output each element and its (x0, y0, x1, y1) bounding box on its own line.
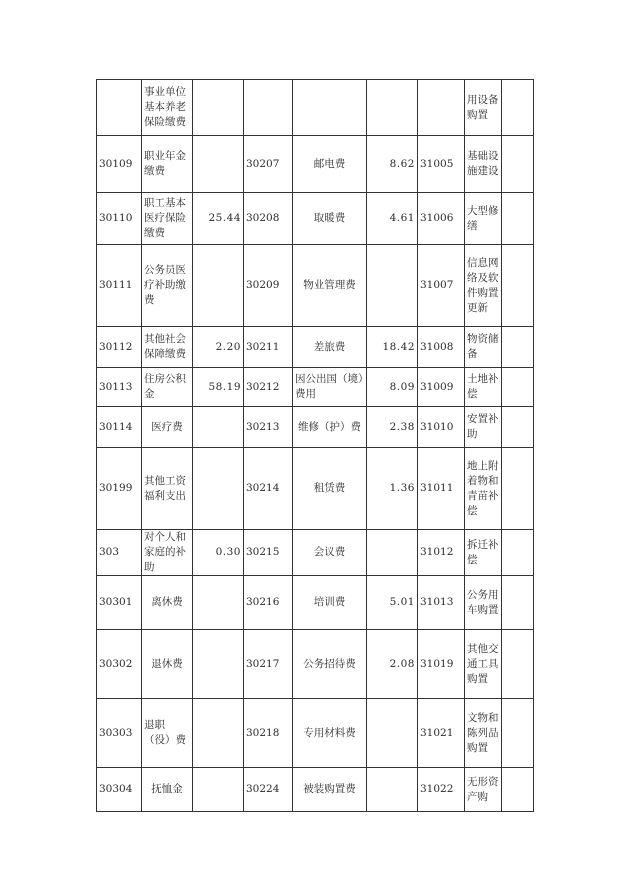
amount-cell (193, 768, 244, 812)
code-cell: 31013 (418, 576, 465, 630)
item-name-cell (142, 193, 193, 245)
item-name-cell (465, 245, 502, 327)
item-name-cell (465, 699, 502, 768)
code-cell: 30218 (244, 699, 293, 768)
amount-cell: 2.08 (367, 630, 418, 699)
item-name: 因公出国（境）费用 (295, 373, 364, 400)
item-name: 住房公积金 (144, 373, 186, 400)
item-name-cell (465, 407, 502, 448)
item-name-cell (142, 630, 193, 699)
item-name-cell (465, 193, 502, 245)
item-name: 对个人和家庭的补助 (144, 531, 186, 573)
item-name: 取暖费 (313, 212, 346, 224)
item-name: 信息网络及软件购置更新 (467, 256, 499, 314)
amount-cell (367, 80, 418, 136)
amount-cell (367, 245, 418, 327)
amount-cell (502, 245, 534, 327)
code-cell: 30301 (97, 576, 142, 630)
table-body (97, 80, 534, 812)
item-name: 其他交通工具购置 (467, 642, 499, 685)
item-name-cell (142, 448, 193, 530)
code-cell: 31007 (418, 245, 465, 327)
table-row (97, 530, 534, 576)
code-cell: 31021 (418, 699, 465, 768)
amount-cell: 0.30 (193, 530, 244, 576)
amount-cell (502, 630, 534, 699)
item-name: 大型修缮 (467, 204, 499, 232)
item-name: 差旅费 (313, 340, 346, 353)
item-name-cell (293, 576, 367, 630)
amount-cell: 25.44 (193, 193, 244, 245)
code-cell: 31005 (418, 136, 465, 193)
item-name: 事业单位基本养老保险缴费 (144, 86, 186, 128)
code-cell: 30113 (97, 368, 142, 407)
table-row (97, 407, 534, 448)
code-cell: 31010 (418, 407, 465, 448)
code-cell: 30211 (244, 327, 293, 368)
item-name-cell (293, 530, 367, 576)
item-name: 公务员医疗补助缴费 (144, 264, 186, 306)
code-cell: 303 (97, 530, 142, 576)
code-cell: 30224 (244, 768, 293, 812)
amount-cell (193, 80, 244, 136)
item-name-cell (293, 699, 367, 768)
table-row (97, 576, 534, 630)
code-cell (244, 80, 293, 136)
item-name: 职业年金缴费 (144, 150, 186, 177)
item-name: 抚恤金 (151, 783, 183, 795)
item-name: 地上附着物和青苗补偿 (467, 459, 499, 517)
item-name-cell (142, 699, 193, 768)
item-name-cell (465, 630, 502, 699)
item-name: 其他工资福利支出 (144, 474, 186, 502)
amount-cell (367, 699, 418, 768)
code-cell: 30212 (244, 368, 293, 407)
item-name-cell (465, 136, 502, 193)
amount-cell (193, 245, 244, 327)
code-cell: 31006 (418, 193, 465, 245)
item-name-cell (293, 193, 367, 245)
amount-cell: 4.61 (367, 193, 418, 245)
amount-cell: 8.62 (367, 136, 418, 193)
item-name-cell (293, 768, 367, 812)
amount-cell (367, 768, 418, 812)
item-name: 用设备购置 (467, 93, 499, 121)
code-cell: 30216 (244, 576, 293, 630)
item-name: 无形资产购 (467, 775, 499, 803)
item-name-cell (465, 368, 502, 407)
item-name-cell (293, 448, 367, 530)
item-name-cell (142, 327, 193, 368)
table-row (97, 448, 534, 530)
item-name-cell (142, 407, 193, 448)
item-name-cell (465, 80, 502, 136)
amount-cell (502, 368, 534, 407)
amount-cell (502, 193, 534, 245)
amount-cell (502, 80, 534, 136)
amount-cell: 5.01 (367, 576, 418, 630)
amount-cell: 1.36 (367, 448, 418, 530)
code-cell: 31011 (418, 448, 465, 530)
item-name-cell (142, 530, 193, 576)
table-row (97, 245, 534, 327)
item-name: 专用材料费 (303, 726, 356, 739)
table-row (97, 768, 534, 812)
code-cell: 30209 (244, 245, 293, 327)
item-name: 租赁费 (313, 482, 346, 494)
amount-cell: 2.20 (193, 327, 244, 368)
item-name: 邮电费 (313, 157, 346, 170)
item-name: 基础设施建设 (467, 150, 499, 177)
amount-cell: 58.19 (193, 368, 244, 407)
item-name: 被装购置费 (303, 783, 356, 795)
item-name: 职工基本医疗保险缴费 (144, 197, 186, 239)
amount-cell (502, 576, 534, 630)
amount-cell (502, 530, 534, 576)
item-name: 退职（役）费 (144, 719, 186, 746)
amount-cell (193, 407, 244, 448)
item-name-cell (293, 245, 367, 327)
item-name-cell (293, 80, 367, 136)
code-cell: 30110 (97, 193, 142, 245)
item-name-cell (142, 576, 193, 630)
item-name: 拆迁补偿 (467, 538, 499, 566)
code-cell: 31019 (418, 630, 465, 699)
item-name-cell (293, 630, 367, 699)
amount-cell: 8.09 (367, 368, 418, 407)
code-cell: 30302 (97, 630, 142, 699)
table-row (97, 193, 534, 245)
table-row (97, 327, 534, 368)
budget-expenditure-table (96, 79, 534, 812)
code-cell: 30109 (97, 136, 142, 193)
item-name-cell (142, 768, 193, 812)
item-name-cell (465, 448, 502, 530)
code-cell: 31022 (418, 768, 465, 812)
item-name-cell (142, 368, 193, 407)
item-name: 安置补助 (467, 413, 499, 440)
item-name: 培训费 (313, 596, 346, 608)
code-cell: 30217 (244, 630, 293, 699)
amount-cell (367, 530, 418, 576)
amount-cell (502, 407, 534, 448)
code-cell: 30214 (244, 448, 293, 530)
item-name-cell (465, 327, 502, 368)
item-name: 公务用车购置 (467, 588, 499, 616)
amount-cell (193, 448, 244, 530)
table-row (97, 136, 534, 193)
code-cell: 30114 (97, 407, 142, 448)
item-name: 物业管理费 (303, 279, 356, 291)
amount-cell (502, 768, 534, 812)
amount-cell (193, 699, 244, 768)
code-cell: 30111 (97, 245, 142, 327)
code-cell: 31012 (418, 530, 465, 576)
item-name-cell (465, 768, 502, 812)
code-cell (97, 80, 142, 136)
code-cell: 30213 (244, 407, 293, 448)
code-cell: 30207 (244, 136, 293, 193)
amount-cell (502, 327, 534, 368)
amount-cell (193, 576, 244, 630)
item-name: 离休费 (151, 596, 183, 608)
amount-cell (193, 630, 244, 699)
item-name-cell (142, 136, 193, 193)
item-name: 会议费 (313, 546, 346, 558)
item-name: 其他社会保障缴费 (144, 333, 186, 360)
item-name: 物资储备 (467, 333, 499, 360)
table-row (97, 368, 534, 407)
code-cell: 30208 (244, 193, 293, 245)
item-name-cell (293, 407, 367, 448)
code-cell (418, 80, 465, 136)
item-name-cell (293, 327, 367, 368)
item-name-cell (142, 80, 193, 136)
item-name: 医疗费 (151, 420, 183, 433)
item-name-cell (142, 245, 193, 327)
item-name-cell (293, 368, 367, 407)
table-row (97, 699, 534, 768)
amount-cell (502, 699, 534, 768)
amount-cell (502, 136, 534, 193)
item-name: 退休费 (151, 657, 183, 670)
code-cell: 30112 (97, 327, 142, 368)
code-cell: 31009 (418, 368, 465, 407)
amount-cell: 18.42 (367, 327, 418, 368)
item-name: 文物和陈列品购置 (467, 711, 499, 754)
code-cell: 30215 (244, 530, 293, 576)
code-cell: 30199 (97, 448, 142, 530)
item-name: 维修（护）费 (298, 420, 361, 433)
table-row (97, 630, 534, 699)
amount-cell (502, 448, 534, 530)
item-name: 土地补偿 (467, 373, 499, 400)
item-name-cell (465, 530, 502, 576)
table-row (97, 80, 534, 136)
amount-cell: 2.38 (367, 407, 418, 448)
code-cell: 30304 (97, 768, 142, 812)
item-name-cell (293, 136, 367, 193)
code-cell: 31008 (418, 327, 465, 368)
item-name: 公务招待费 (303, 657, 356, 670)
code-cell: 30303 (97, 699, 142, 768)
item-name-cell (465, 576, 502, 630)
amount-cell (193, 136, 244, 193)
